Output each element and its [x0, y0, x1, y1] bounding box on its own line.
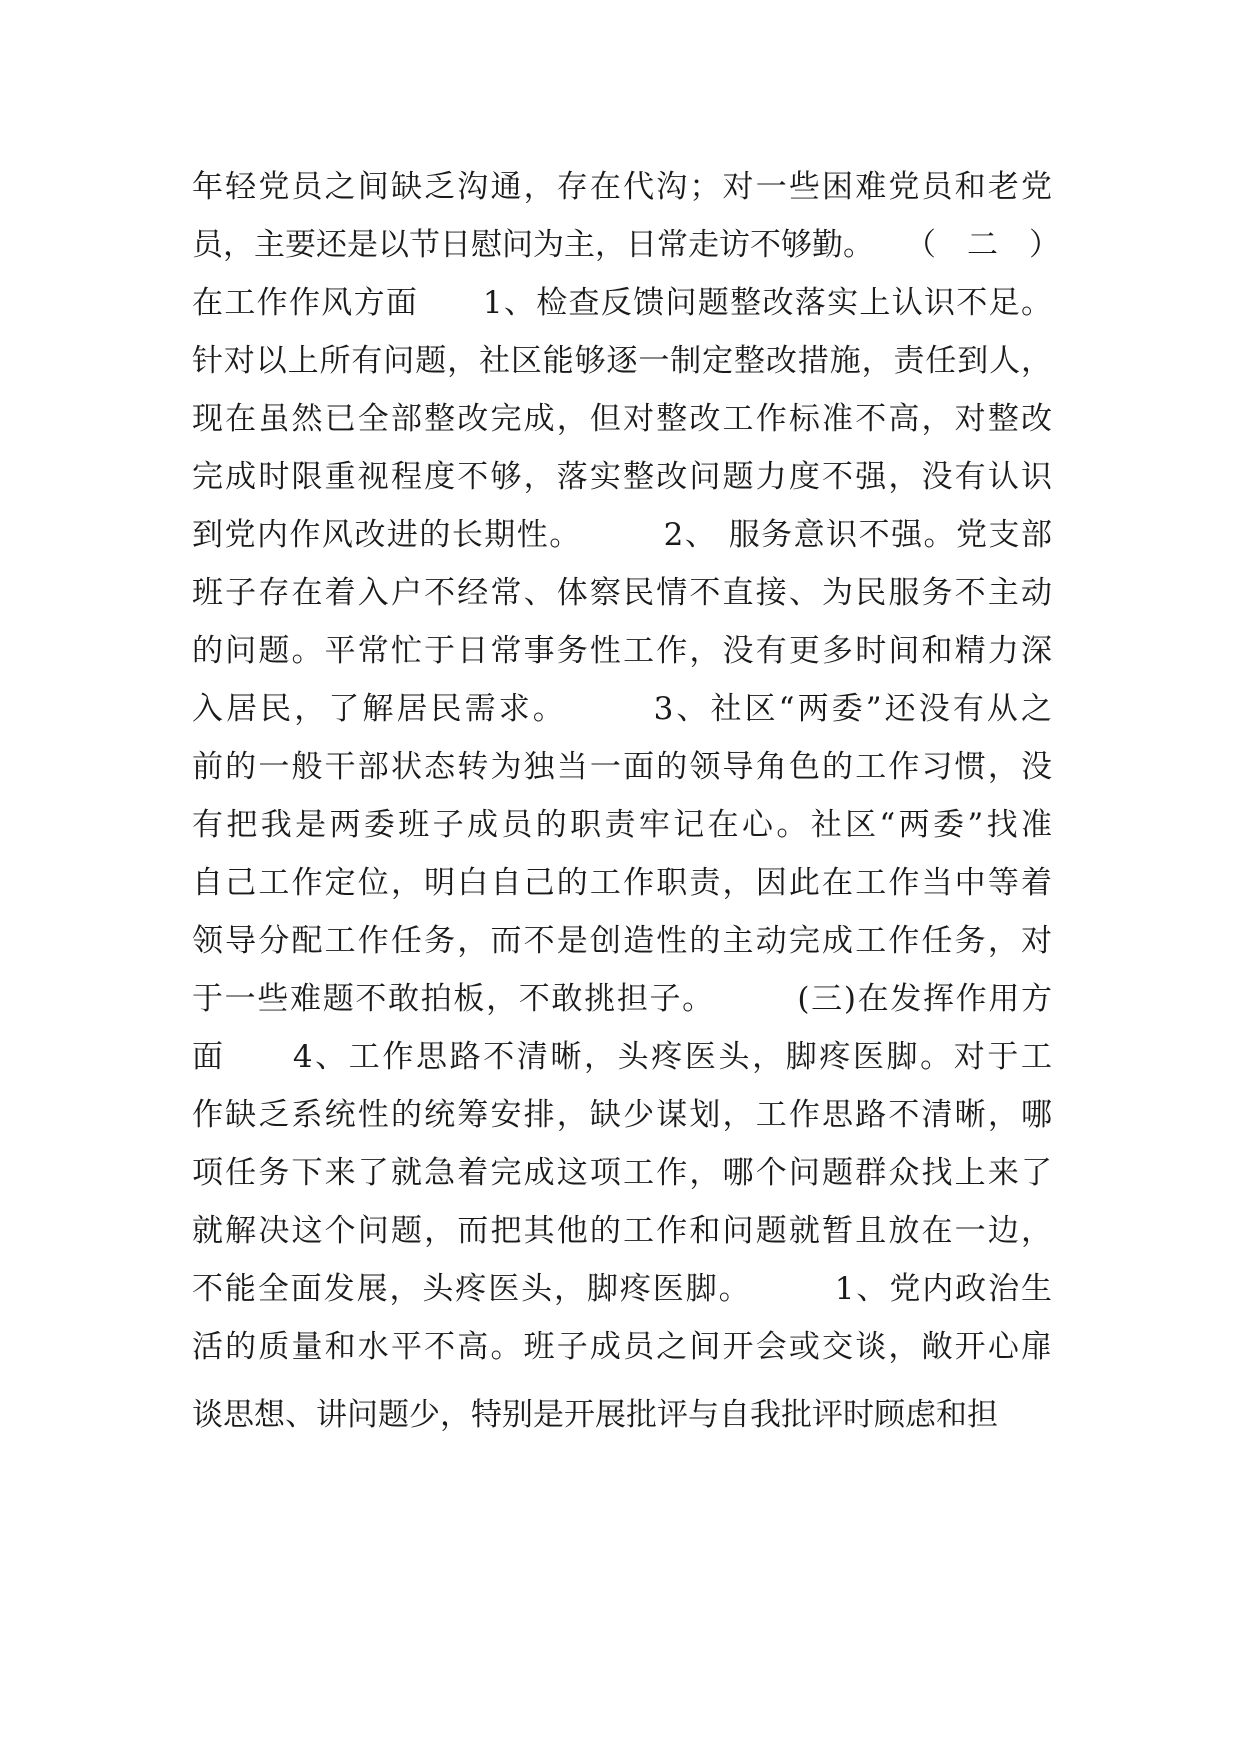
text-line-18: 项任务下来了就急着完成这项工作，哪个问题群众找上来了 [192, 1155, 1052, 1191]
text-line-15: 于一些难题不敢拍板，不敢挑担子。 (三)在发挥作用方 [192, 981, 1052, 1017]
text-line-17: 作缺乏系统性的统筹安排，缺少谋划，工作思路不清晰，哪 [192, 1097, 1052, 1133]
text-line-11: 前的一般干部状态转为独当一面的领导角色的工作习惯，没 [192, 749, 1052, 785]
text-line-12: 有把我是两委班子成员的职责牢记在心。社区“两委”找准 [192, 807, 1052, 843]
body-text [192, 158, 1060, 1444]
text-line-6: 完成时限重视程度不够，落实整改问题力度不强，没有认识 [192, 459, 1052, 495]
text-line-19: 就解决这个问题，而把其他的工作和问题就暂且放在一边， [192, 1213, 1052, 1249]
text-line-3: 在工作作风方面 1、检查反馈问题整改落实上认识不足。 [192, 285, 1052, 321]
text-line-2: 员，主要还是以节日慰问为主，日常走访不够勤。 （ 二 ） [192, 227, 1060, 263]
text-line-7: 到党内作风改进的长期性。 2、 服务意识不强。党支部 [192, 517, 1052, 553]
text-line-9: 的问题。平常忙于日常事务性工作，没有更多时间和精力深 [192, 633, 1052, 669]
text-line-22: 谈思想、讲问题少，特别是开展批评与自我批评时顾虑和担 [192, 1397, 998, 1433]
text-line-8: 班子存在着入户不经常、体察民情不直接、为民服务不主动 [192, 575, 1052, 611]
text-line-20: 不能全面发展，头疼医头，脚疼医脚。 1、党内政治生 [192, 1271, 1052, 1307]
text-line-21: 活的质量和水平不高。班子成员之间开会或交谈，敞开心扉 [192, 1329, 1052, 1365]
text-line-5: 现在虽然已全部整改完成，但对整改工作标准不高，对整改 [192, 401, 1052, 437]
text-line-10: 入居民，了解居民需求。 3、社区“两委”还没有从之 [192, 691, 1052, 727]
text-line-13: 自己工作定位，明白自己的工作职责，因此在工作当中等着 [192, 865, 1052, 901]
text-line-14: 领导分配工作任务，而不是创造性的主动完成工作任务，对 [192, 923, 1052, 959]
text-line-4: 针对以上所有问题，社区能够逐一制定整改措施，责任到人， [192, 343, 1052, 379]
text-line-1: 年轻党员之间缺乏沟通，存在代沟；对一些困难党员和老党 [192, 169, 1052, 205]
text-line-16: 面 4、工作思路不清晰，头疼医头，脚疼医脚。对于工 [192, 1039, 1052, 1075]
